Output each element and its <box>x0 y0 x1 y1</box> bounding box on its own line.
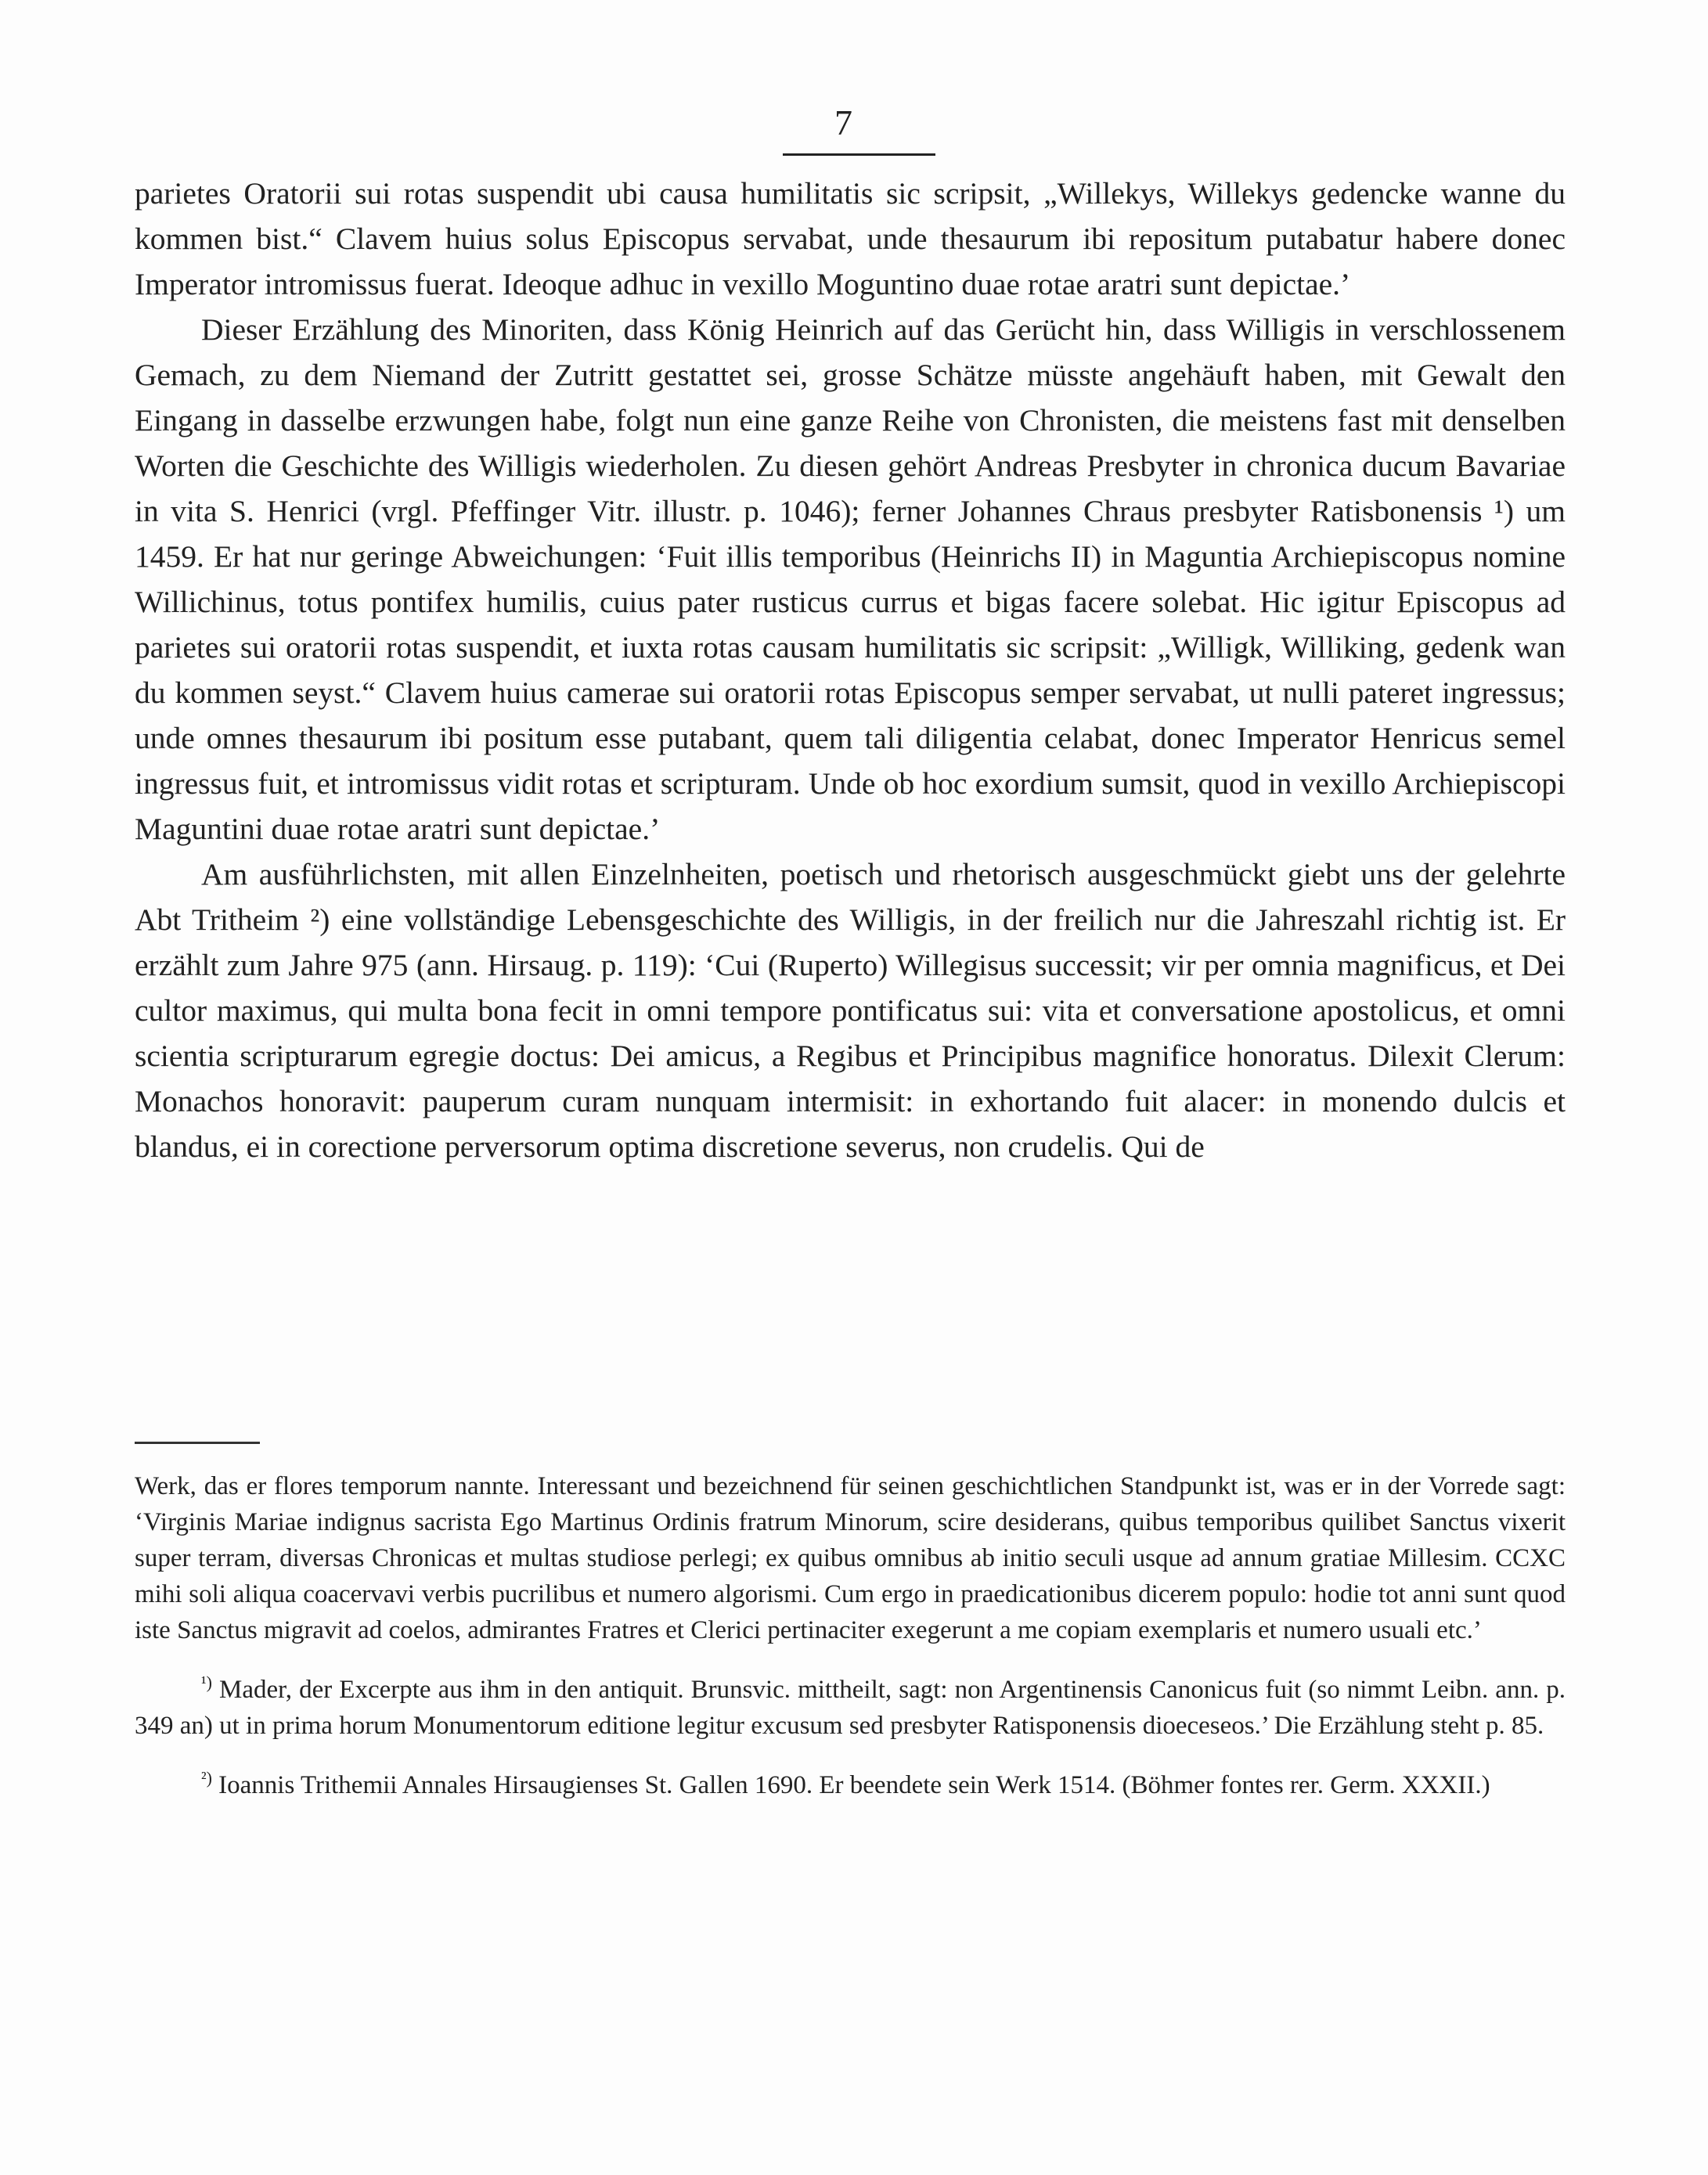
footnote-2-text: Ioannis Trithemii Annales Hirsaugienses St. Gallen 1690. Er beendete sein Werk 1514. (Böhmer fontes rer. Germ. XXXII.) <box>218 1771 1490 1799</box>
footnote-2-mark: ²) <box>201 1768 212 1788</box>
paragraph-3: Am ausführlichsten, mit allen Einzelnheiten, poetisch und rhetorisch ausgeschmückt giebt uns der gelehrte Abt Tritheim ²) eine vollständige Lebensgeschichte des Willigis, in der freilich nur die Jahreszahl richtig ist. Er erzählt zum Jahre 975 (ann. Hirsaug. p. 119): ‘Cui (Ruperto) Willegisus successit; vir per omnia magnificus, et Dei cultor maximus, qui multa bona fecit in omni tempore pontificatus sui: vita et conversatione apostolicus, et omni scientia scripturarum egregie doctus: Dei amicus, a Regibus et Principibus magnifice honoratus. Dilexit Clerum: Monachos honoravit: pauperum curam nunquam intermisit: in exhortando fuit alacer: in monendo dulcis et blandus, ei in corectione perversorum optima discretione severus, non crudelis. Qui de <box>135 857 1566 1164</box>
page-number-rule <box>783 153 935 156</box>
footnote-1-text: Mader, der Excerpte aus ihm in den antiquit. Brunsvic. mittheilt, sagt: non Argentinensis Canonicus fuit (so nimmt Leibn. ann. p. 349 an) ut in prima horum Monumentorum editione legitur excusum sed presbyter Ratisponensis dioeceseos.’ Die Erzählung steht p. 85. <box>135 1676 1566 1740</box>
footnote-continuation: Werk, das er flores temporum nannte. Interessant und bezeichnend für seinen geschichtlichen Standpunkt ist, was er in der Vorrede sagt: ‘Virginis Mariae indignus sacrista Ego Martinus Ordinis fratrum Minorum, scire desiderans, quibus temporibus quilibet Sanctus vixerit super terram, diversas Chronicas et multas studiose perlegi; ex quibus omnibus ab initio seculi usque ad annum gratiae Millesim. CCXC mihi soli aliqua coacervavi verbis pucrilibus et numero algorismi. Cum ergo in praedicationibus dicerem populo: hodie tot anni sunt quod iste Sanctus migravit ad coelos, admirantes Fratres et Clerici pertinaciter exegerunt a me copiam exemplaris et numero usuali etc.’ <box>135 1472 1566 1644</box>
footnote-2 <box>135 1767 1566 1803</box>
body-text <box>135 171 1566 1169</box>
paragraph-1: parietes Oratorii sui rotas suspendit ubi causa humilitatis sic scripsit, „Willekys, Willekys gedencke wanne du kommen bist.“ Clavem huius solus Episcopus servabat, unde thesaurum ibi repositum putabatur habere donec Imperator intromissus fuerat. Ideoque adhuc in vexillo Moguntino duae rotae aratri sunt depictae.’ <box>135 176 1566 301</box>
page-number: 7 <box>834 103 852 142</box>
footnote-separator <box>135 1442 260 1444</box>
footnotes <box>135 1468 1566 1803</box>
footnote-1 <box>135 1672 1566 1744</box>
paragraph-2: Dieser Erzählung des Minoriten, dass König Heinrich auf das Gerücht hin, dass Willigis in verschlossenem Gemach, zu dem Niemand der Zutritt gestattet sei, grosse Schätze müsste angehäuft haben, mit Gewalt den Eingang in dasselbe erzwungen habe, folgt nun eine ganze Reihe von Chronisten, die meistens fast mit denselben Worten die Geschichte des Willigis wiederholen. Zu diesen gehört Andreas Presbyter in chronica ducum Bavariae in vita S. Henrici (vrgl. Pfeffinger Vitr. illustr. p. 1046); ferner Johannes Chraus presbyter Ratisbonensis ¹) um 1459. Er hat nur geringe Abweichungen: ‘Fuit illis temporibus (Heinrichs II) in Maguntia Archiepiscopus nomine Willichinus, totus pontifex humilis, cuius pater rusticus currus et bigas facere solebat. Hic igitur Episcopus ad parietes sui oratorii rotas suspendit, et iuxta rotas causam humilitatis sic scripsit: „Willigk, Williking, gedenk wan du kommen seyst.“ Clavem huius camerae sui oratorii rotas Episcopus semper servabat, ut nulli pateret ingressus; unde omnes thesaurum ibi positum esse putabant, quem tali diligentia celabat, donec Imperator Henricus semel ingressus fuit, et intromissus vidit rotas et scripturam. Unde ob hoc exordium sumsit, quod in vexillo Archiepiscopi Maguntini duae rotae aratri sunt depictae.’ <box>135 312 1566 846</box>
footnote-1-mark: ¹) <box>201 1673 212 1692</box>
